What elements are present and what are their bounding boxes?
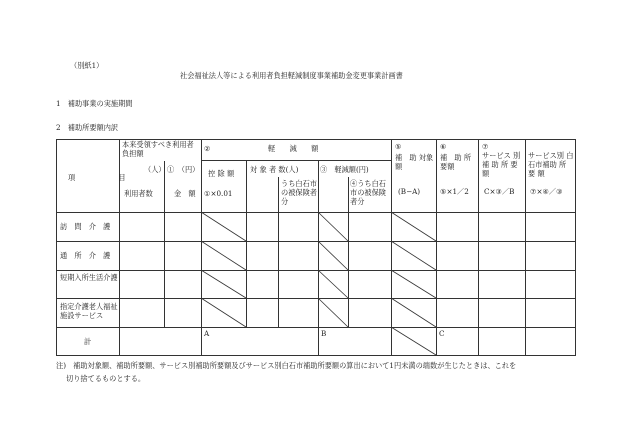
header-subsidy-target-formula: (B−A) (398, 187, 421, 196)
row-label-short-stay: 短期入所生活介護 (60, 273, 118, 282)
footnote-line-2: 切り捨てるものとする。 (66, 374, 146, 383)
row-label-home-care: 訪 問 介 護 (60, 222, 111, 231)
header-subsidy-target-label: 補 助 対象額 (395, 153, 434, 171)
header-mark6: ⑥ (440, 142, 447, 151)
header-deduction-label: 控 除 額 (208, 169, 235, 178)
total-label: 計 (84, 337, 92, 346)
header-mark2: ② (204, 144, 211, 153)
header-persons-unit: （人） (144, 165, 166, 174)
total-mark-a: A (204, 329, 210, 338)
section-implementation-period: 1 補助事業の実施期間 (56, 99, 133, 108)
header-mark7: ⑦ (482, 142, 489, 151)
total-mark-b: B (321, 329, 327, 338)
header-item: 項 目 (68, 173, 126, 182)
header-shiroishi-required-label: サービス別 白石市補助 所 要 額 (528, 151, 574, 178)
header-sub4-shiroishi: ④うち白石市の被保険者分 (350, 179, 386, 206)
document-title: 社会福祉法人等による利用者負担軽減制度事業補助金変更事業計画書 (180, 71, 403, 80)
header-mark5: ⑤ (395, 142, 402, 151)
header-target-persons: 対 象 者 数(人) (250, 165, 299, 174)
header-user-count: 利用者数 (124, 189, 153, 198)
header-shiroishi-required-formula: ⑦×④／③ (530, 187, 563, 196)
header-amount: 金 額 (174, 189, 196, 198)
attachment-label: （別紙1） (70, 61, 104, 70)
total-mark-c: C (439, 329, 445, 338)
footnote-line-1: 注) 補助対象額、補助所要額、サービス別補助所要額及びサービス別白石市補助所要額の算出において1円未満の端数が生じたときは、これを (56, 361, 517, 370)
header-mark3-reduction: ③ 軽減額(円) (320, 165, 369, 174)
row-label-nursing-facility: 指定介護老人福祉施設サービス (60, 302, 118, 320)
header-required-formula: ⑤×1／2 (440, 187, 469, 196)
header-service-required-formula: C×③／B (484, 187, 515, 196)
row-label-day-care: 通 所 介 護 (60, 251, 111, 260)
header-deduction-formula: ①×0.01 (204, 189, 233, 198)
header-reduction-label: 軽 減 額 (268, 144, 319, 153)
header-sub-shiroishi: うち白石市の被保険者分 (281, 179, 317, 206)
section-subsidy-breakdown: 2 補助所要額内訳 (56, 123, 119, 132)
header-service-required-label: サービス 別 補 助 所 要 額 (482, 151, 521, 178)
header-should-receive: 本来受領すべき利用者負担額 (122, 140, 194, 158)
header-required-label: 補 助 所要額 (440, 153, 472, 171)
header-mark1-yen: ① （円） (167, 165, 200, 174)
